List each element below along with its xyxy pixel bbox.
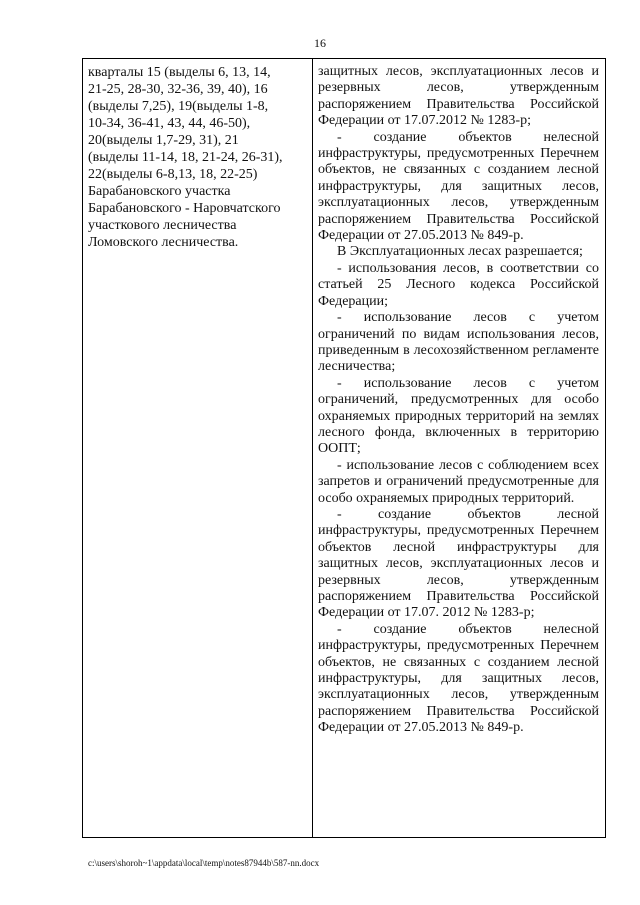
location-cell [83, 59, 313, 838]
paragraph: защитных лесов, эксплуатационных лесов и резервных лесов, утвержденным распоряжением Правительства Российской Федерации от 17.07.2012 № 1283-р; [318, 64, 599, 129]
page-number: 16 [314, 36, 326, 50]
paragraph: - создание объектов лесной инфраструктуры, предусмотренных Перечнем объектов лесной инфраструктуры для защитных лесов, эксплуатационных лесов и резервных лесов, утвержденным распоряжением Правительства Российской Федерации от 17.07. 2012 № 1283-р; [318, 506, 599, 621]
paragraph: В Эксплуатационных лесах разрешается; [337, 244, 583, 260]
file-path-footer: c:\users\shoroh~1\appdata\local\temp\notes87944b\587-nn.docx [88, 858, 320, 868]
paragraph: - создание объектов нелесной инфраструктуры, предусмотренных Перечнем объектов, не связанных с созданием лесной инфраструктуры, для защитных лесов, эксплуатационных лесов, утвержденным распоряжением Правительства Российской Федерации от 27.05.2013 № 849-р. [318, 621, 599, 736]
permissions-text [318, 64, 599, 737]
paragraph: - использование лесов с учетом ограничений по видам использования лесов, приведенным в лесохозяйственном регламенте лесничества; [318, 310, 599, 375]
location-text: кварталы 15 (выделы 6, 13, 14, 21-25, 28-30, 32-36, 39, 40), 16 (выделы 7,25), 19(выделы 1-8, 10-34, 36-41, 43, 44, 46-50), 20(выделы 1,7-29, 31), 21 (выделы 11-14, 18, 21-24, 26-31), 22(выделы 6-8,13, 18, 22-25) Барабановского участка Барабановского - Наровчатского участкового лесничества Ломовского лесничества. [88, 65, 283, 250]
permissions-cell [313, 59, 606, 838]
paragraph: - использование лесов с соблюдением всех запретов и ограничений предусмотренные для особо охраняемых природных территорий. [318, 457, 599, 506]
paragraph: - использование лесов с учетом ограничений, предусмотренных для особо охраняемых природных территорий на землях лесного фонда, включенных в территорию ООПТ; [318, 375, 599, 457]
paragraph: - создание объектов нелесной инфраструктуры, предусмотренных Перечнем объектов, не связанных с созданием лесной инфраструктуры, для защитных лесов, эксплуатационных лесов, утвержденным распоряжением Правительства Российской Федерации от 27.05.2013 № 849-р. [318, 129, 599, 244]
paragraph: - использования лесов, в соответствии со статьей 25 Лесного кодекса Российской Федерации; [318, 260, 599, 309]
regulation-table [82, 58, 606, 838]
table-row [83, 59, 606, 838]
